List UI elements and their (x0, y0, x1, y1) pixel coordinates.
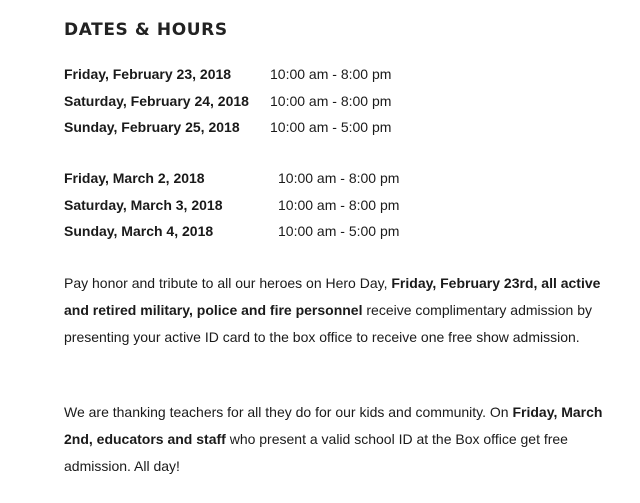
schedule-row (64, 88, 391, 115)
hero-day-intro: Pay honor and tribute to all our heroes on Hero Day, (64, 275, 392, 291)
schedule-march (64, 165, 399, 245)
teachers-details: who present a valid school ID at the Box office get free admission. All day! (64, 431, 568, 474)
schedule-hours: 10:00 am - 8:00 pm (270, 66, 392, 82)
schedule-row (64, 218, 399, 245)
schedule-day: Friday, March 2, 2018 (64, 170, 205, 186)
schedule-february (64, 61, 391, 141)
schedule-row (64, 114, 391, 141)
schedule-hours: 10:00 am - 8:00 pm (278, 170, 400, 186)
schedule-hours: 10:00 am - 5:00 pm (270, 119, 392, 135)
schedule-hours: 10:00 am - 8:00 pm (270, 92, 392, 109)
teachers-intro: We are thanking teachers for all they do for our kids and community. On (64, 404, 513, 420)
page-title: DATES & HOURS (64, 20, 228, 40)
schedule-day: Saturday, March 3, 2018 (64, 196, 223, 213)
teachers-paragraph (64, 399, 624, 480)
schedule-day: Friday, February 23, 2018 (64, 66, 232, 82)
hero-day-paragraph (64, 270, 624, 351)
teachers-highlight: Friday, March 2nd, educators and staff (64, 404, 603, 447)
schedule-row (64, 61, 391, 88)
hero-day-highlight: Friday, February 23rd, all active and retired military, police and fire personnel (64, 275, 601, 318)
schedule-row (64, 192, 399, 219)
schedule-row (64, 165, 399, 192)
schedule-day: Sunday, February 25, 2018 (64, 119, 240, 135)
schedule-hours: 10:00 am - 5:00 pm (278, 223, 400, 239)
schedule-day: Saturday, February 24, 2018 (64, 92, 249, 109)
schedule-hours: 10:00 am - 8:00 pm (278, 196, 400, 213)
schedule-day: Sunday, March 4, 2018 (64, 223, 214, 239)
hero-day-details: receive complimentary admission by presenting your active ID card to the box office to receive one free show admission. (64, 302, 593, 345)
